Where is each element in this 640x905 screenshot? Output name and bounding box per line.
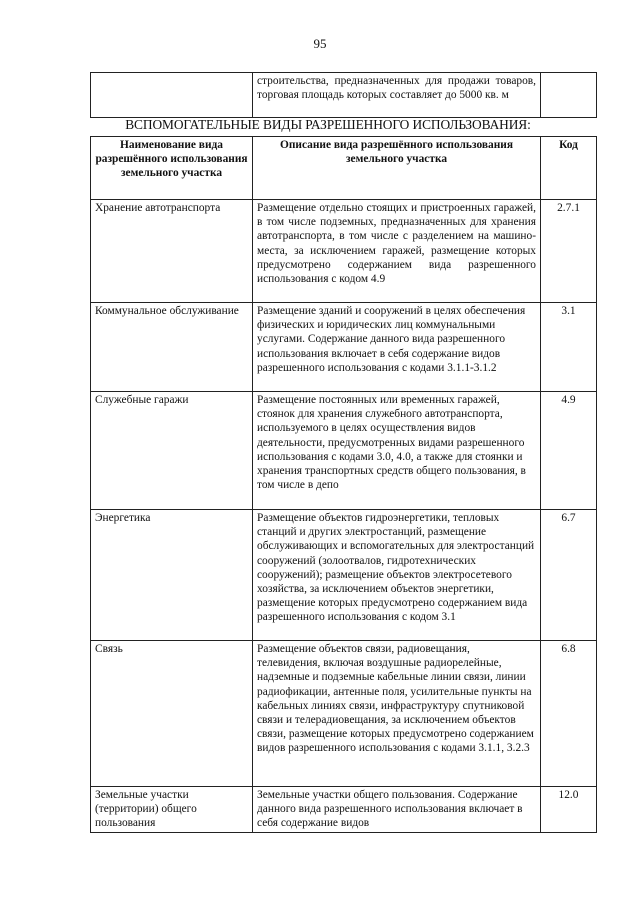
table-header-row: [91, 137, 597, 200]
use-code-cell: 3.1: [541, 303, 597, 392]
continuation-table: [90, 72, 597, 118]
table-row: [91, 200, 597, 303]
use-description-cell: Размещение зданий и сооружений в целях обеспечения физических и юридических лиц коммунальными услугами. Содержание данного вида разрешенного использования включает в себя содержание видов разрешенного использования с кодами 3.1.1-3.1.2: [253, 303, 541, 392]
use-name-cell: Связь: [91, 641, 253, 787]
use-name-cell: Земельные участки (территории) общего пользования: [91, 787, 253, 833]
use-description-cell: Размещение постоянных или временных гаражей, стоянок для хранения служебного автотранспорта, используемого в целях осуществления видов деятельности, предусмотренных видами разрешенного использования с кодами 3.0, 4.0, а также для стоянки и хранения транспортных средств общего пользования, в том числе в депо: [253, 392, 541, 510]
section-heading: ВСПОМОГАТЕЛЬНЫЕ ВИДЫ РАЗРЕШЕННОГО ИСПОЛЬЗОВАНИЯ:: [125, 117, 531, 132]
table-row: [91, 73, 597, 118]
table-row: [91, 510, 597, 641]
use-description-cell: Размещение объектов гидроэнергетики, тепловых станций и других электростанций, размещение обслуживающих и вспомогательных для электростанций сооружений (золоотвалов, гидротехнических сооружений); размещение объектов электросетевого хозяйства, за исключением объектов энергетики, размещение которых предусмотрено содержанием вида разрешенного использования с кодом 3.1: [253, 510, 541, 641]
use-description-cell: Размещение объектов связи, радиовещания, телевидения, включая воздушные радиорелейные, надземные и подземные кабельные линии связи, линии радиофикации, антенные поля, усилительные пункты на кабельных линиях связи, инфраструктуру спутниковой связи и телерадиовещания, за исключением объектов связи, размещение которых предусмотрено содержанием видов разрешенного использования с кодами 3.1.1, 3.2.3: [253, 641, 541, 787]
use-description-cell: строительства, предназначенных для продажи товаров, торговая площадь которых составляет до 5000 кв. м: [253, 73, 541, 118]
use-code-cell: 12.0: [541, 787, 597, 833]
use-code-cell: 2.7.1: [541, 200, 597, 303]
use-code-cell: [541, 73, 597, 118]
use-description-cell: Земельные участки общего пользования. Содержание данного вида разрешенного использования включает в себя содержание видов: [253, 787, 541, 833]
use-description-cell: Размещение отдельно стоящих и пристроенных гаражей, в том числе подземных, предназначенных для хранения автотранспорта, в том числе с разделением на машино-места, за исключением гаражей, размещение которых предусмотрено содержанием вида разрешенного использования с кодом 4.9: [253, 200, 541, 303]
table-row: [91, 641, 597, 787]
table-row: [91, 392, 597, 510]
page-number: 95: [313, 36, 327, 51]
use-name-cell: Служебные гаражи: [91, 392, 253, 510]
use-name-cell: Хранение автотранспорта: [91, 200, 253, 303]
table-row: [91, 303, 597, 392]
use-code-cell: 4.9: [541, 392, 597, 510]
use-code-cell: 6.8: [541, 641, 597, 787]
use-name-cell: [91, 73, 253, 118]
header-name: Наименование вида разрешённого использования земельного участка: [91, 137, 253, 200]
table-row: [91, 787, 597, 833]
auxiliary-uses-table: [90, 136, 597, 833]
use-name-cell: Коммунальное обслуживание: [91, 303, 253, 392]
header-description: Описание вида разрешённого использования земельного участка: [253, 137, 541, 200]
use-name-cell: Энергетика: [91, 510, 253, 641]
header-code: Код: [541, 137, 597, 200]
use-code-cell: 6.7: [541, 510, 597, 641]
